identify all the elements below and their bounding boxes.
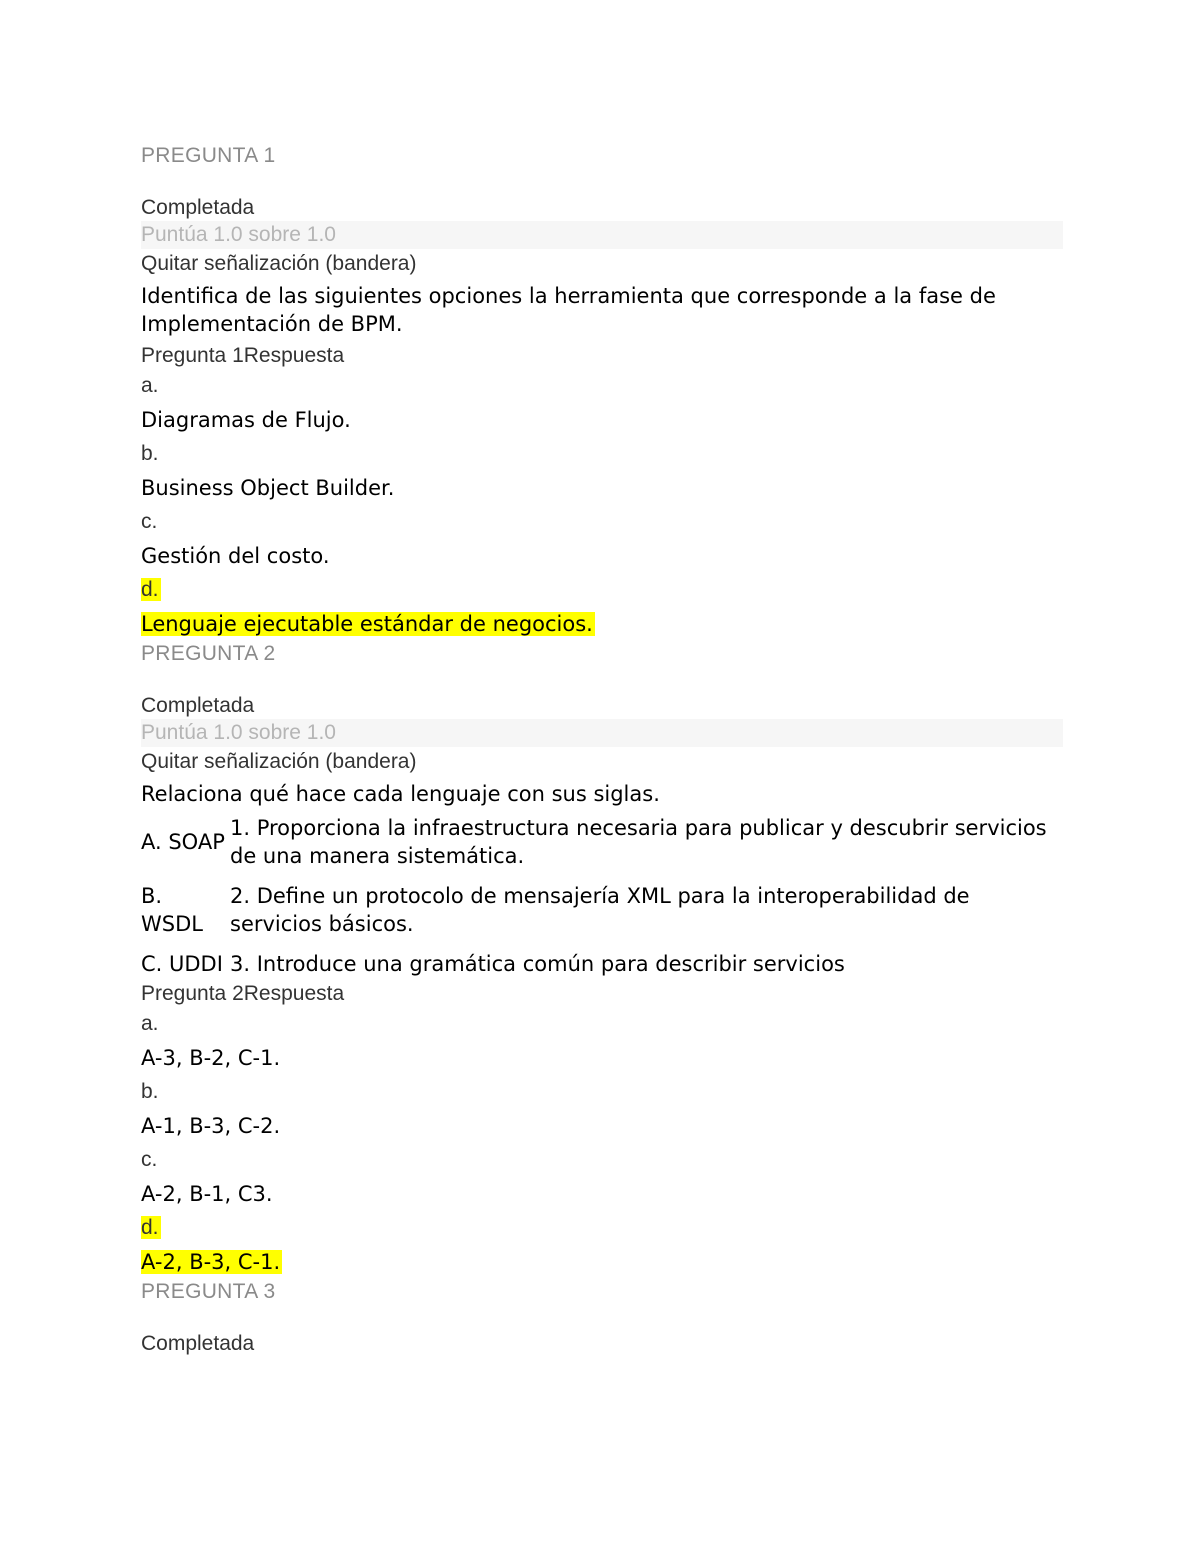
option-text-d-highlighted[interactable]: Lenguaje ejecutable estándar de negocios. <box>141 612 593 636</box>
matching-value: 1. Proporciona la infraestructura necesaria para publicar y descubrir servicios de una manera sistemática. <box>230 816 1047 868</box>
question-heading: PREGUNTA 2 <box>141 642 276 665</box>
question-block-2 <box>141 638 1063 1280</box>
matching-value: 3. Introduce una gramática común para describir servicios <box>230 952 845 976</box>
question-block-3 <box>141 1276 1063 1357</box>
option-letter-c[interactable]: c. <box>141 1148 158 1171</box>
question-state: Completada <box>141 694 255 717</box>
option-text-d-highlighted[interactable]: A-2, B-3, C-1. <box>141 1250 281 1274</box>
matching-row <box>141 950 1063 978</box>
option-letter-b[interactable]: b. <box>141 442 159 465</box>
option-text-b[interactable]: Business Object Builder. <box>141 476 395 500</box>
option-letter-d-highlighted[interactable]: d. <box>141 578 159 601</box>
question-text: Relaciona qué hace cada lenguaje con sus siglas. <box>141 782 660 806</box>
matching-key: B. WSDL <box>141 884 203 936</box>
question-state: Completada <box>141 196 255 219</box>
answer-label: Pregunta 1Respuesta <box>141 344 345 367</box>
matching-row <box>141 882 1063 950</box>
option-letter-d-highlighted[interactable]: d. <box>141 1216 159 1239</box>
quiz-review-document <box>141 140 1063 1357</box>
question-state: Completada <box>141 1332 255 1355</box>
option-text-a[interactable]: Diagramas de Flujo. <box>141 408 351 432</box>
matching-key: A. SOAP <box>141 830 225 854</box>
question-grade: Puntúa 1.0 sobre 1.0 <box>141 719 1063 747</box>
option-letter-c[interactable]: c. <box>141 510 158 533</box>
answer-label: Pregunta 2Respuesta <box>141 982 345 1005</box>
question-grade: Puntúa 1.0 sobre 1.0 <box>141 221 1063 249</box>
question-heading: PREGUNTA 3 <box>141 1280 276 1303</box>
matching-row <box>141 814 1063 882</box>
remove-flag-link[interactable]: Quitar señalización (bandera) <box>141 750 417 773</box>
option-text-c[interactable]: Gestión del costo. <box>141 544 330 568</box>
matching-key: C. UDDI <box>141 952 223 976</box>
question-block-1 <box>141 140 1063 642</box>
question-text: Identifica de las siguientes opciones la herramienta que corresponde a la fase de Implementación de BPM. <box>141 284 996 336</box>
option-letter-a[interactable]: a. <box>141 374 159 397</box>
remove-flag-link[interactable]: Quitar señalización (bandera) <box>141 252 417 275</box>
option-text-a[interactable]: A-3, B-2, C-1. <box>141 1046 281 1070</box>
option-text-c[interactable]: A-2, B-1, C3. <box>141 1182 273 1206</box>
matching-table <box>141 814 1063 978</box>
option-letter-b[interactable]: b. <box>141 1080 159 1103</box>
option-text-b[interactable]: A-1, B-3, C-2. <box>141 1114 281 1138</box>
question-heading: PREGUNTA 1 <box>141 144 276 167</box>
option-letter-a[interactable]: a. <box>141 1012 159 1035</box>
matching-value: 2. Define un protocolo de mensajería XML para la interoperabilidad de servicios básicos. <box>230 884 970 936</box>
